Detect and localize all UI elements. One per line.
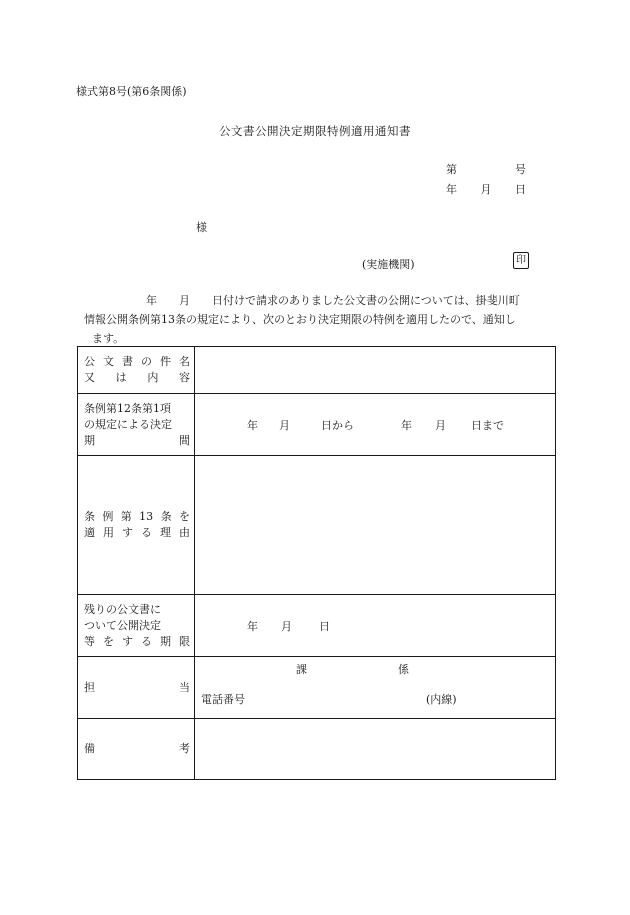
issue-date-line (446, 181, 526, 197)
body-line-2: 情報公開条例第13条の規定により、次のとおり決定期限の特例を適用したので、通知し (84, 313, 516, 326)
label-line (84, 741, 190, 757)
value-reason (195, 456, 556, 595)
contact-subsection: 係 (398, 662, 409, 676)
period-day-to: 日まで (471, 418, 504, 432)
row-remarks (78, 719, 556, 780)
document-title: 公文書公開決定期限特例適用通知書 (219, 124, 411, 138)
row-decision-period (78, 394, 556, 456)
period-month-2: 月 (435, 418, 446, 432)
contact-phone-label: 電話番号 (201, 692, 245, 706)
document-number-line (446, 161, 526, 177)
value-remaining-deadline (195, 595, 556, 657)
label-char: 当 (179, 680, 190, 694)
addressee-suffix: 様 (196, 221, 207, 234)
label-line: 適 用 す る 理 由 (84, 526, 190, 539)
period-month-1: 月 (279, 418, 290, 432)
issue-month: 月 (480, 183, 492, 196)
number-prefix: 第 (446, 163, 457, 176)
value-remarks (195, 719, 556, 780)
period-year-1: 年 (247, 418, 258, 432)
label-remarks (78, 719, 195, 780)
label-char: 期 (84, 433, 95, 447)
row-reason (78, 456, 556, 595)
label-char: 考 (179, 742, 190, 755)
label-line: 残りの公文書に (84, 602, 161, 616)
label-decision-period (78, 394, 195, 456)
label-line: 条例第12条第1項 (84, 401, 171, 415)
contact-section-line (195, 661, 555, 677)
label-contact (78, 657, 195, 719)
label-char: 備 (84, 742, 95, 755)
period-day-from: 日から (321, 418, 354, 432)
body-line-3: ます。 (92, 332, 125, 345)
label-char: 担 (84, 680, 95, 694)
deadline-date (195, 618, 555, 634)
period-year-2: 年 (401, 418, 412, 432)
contact-extension-label: (内線) (426, 692, 457, 706)
value-decision-period (195, 394, 556, 456)
label-line (84, 433, 190, 449)
label-line: 又 は 内 容 (84, 371, 190, 384)
label-line: ついて公開決定 (84, 618, 161, 632)
seal-mark: 印 (513, 252, 529, 269)
notice-body (84, 291, 558, 348)
issue-day: 日 (515, 183, 526, 196)
notice-table (77, 346, 556, 780)
value-document-subject (195, 347, 556, 394)
form-number: 様式第8号(第6条関係) (76, 85, 187, 98)
row-remaining-deadline (78, 595, 556, 657)
agency-label: (実施機関) (362, 258, 415, 271)
label-line: の規定による決定 (84, 417, 172, 431)
issue-year: 年 (446, 183, 457, 196)
row-document-subject (78, 347, 556, 394)
deadline-year: 年 (247, 619, 258, 633)
label-reason (78, 456, 195, 595)
label-line: 条 例 第 13 条 を (84, 510, 190, 523)
label-line (84, 680, 190, 696)
label-line: 公 文 書 の 件 名 (84, 355, 190, 368)
contact-section: 課 (296, 662, 307, 676)
row-contact (78, 657, 556, 719)
body-line-1: 年 月 日付けで請求のありました公文書の公開については、掛斐川町 (146, 294, 520, 307)
deadline-day: 日 (319, 619, 330, 633)
label-remaining-deadline (78, 595, 195, 657)
period-range (195, 417, 555, 433)
deadline-month: 月 (281, 619, 292, 633)
label-document-subject (78, 347, 195, 394)
label-char: 間 (179, 433, 190, 447)
value-contact (195, 657, 556, 719)
label-line: 等 を す る 期 限 (84, 634, 190, 648)
contact-phone-line (195, 691, 555, 707)
number-suffix: 号 (515, 163, 526, 176)
